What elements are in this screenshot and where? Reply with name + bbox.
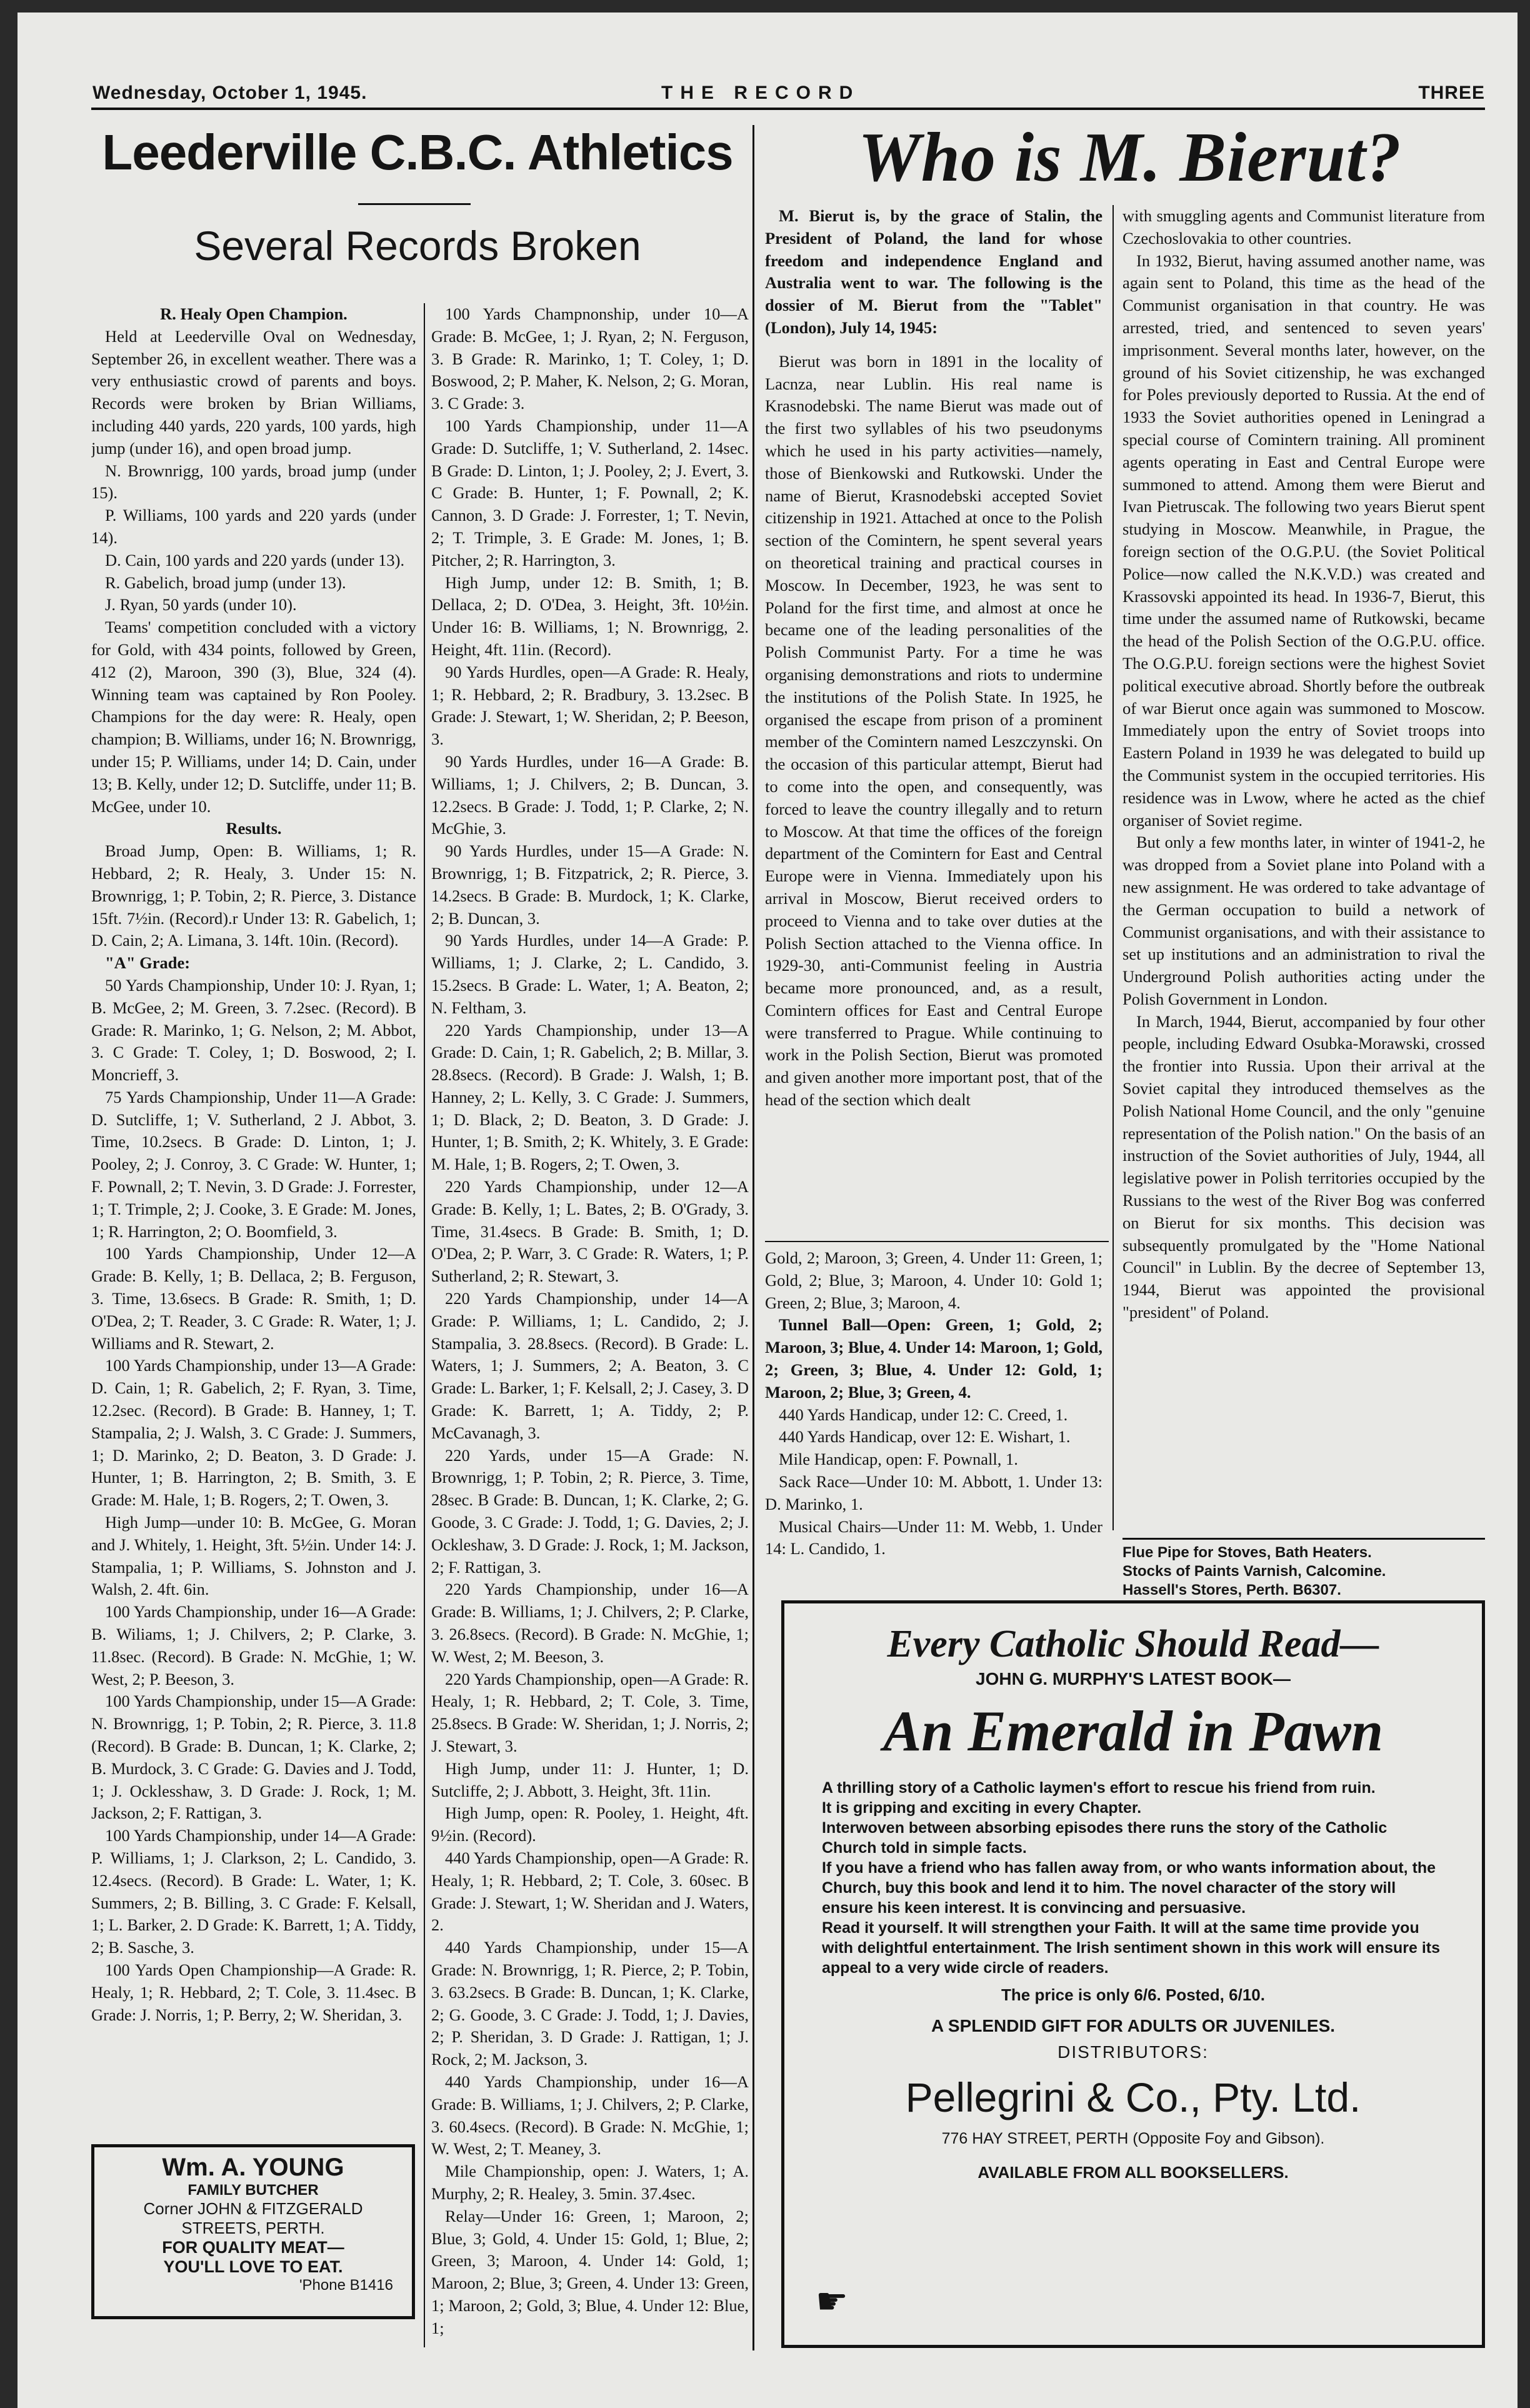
column-divider <box>424 303 425 2347</box>
book-author: JOHN G. MURPHY'S LATEST BOOK— <box>976 1669 1291 1688</box>
athletics-subheadline: Several Records Broken <box>194 223 641 269</box>
result-paragraph: 220 Yards Championship, under 16—A Grade: B. Williams, 1; J. Chilvers, 2; P. Clarke, 3. 26.8secs. (Record). B Grade: N. McGhie, 1; W. West, 2; M. Beeson, 3. <box>431 1580 749 1666</box>
masthead: THE RECORD <box>661 83 861 103</box>
result-paragraph: Tunnel Ball—Open: Green, 1; Gold, 2; Maroon, 3; Blue, 4. Under 14: Maroon, 1; Gold, 2; Green, 3; Blue, 4. Under 12: Gold, 1; Maroon, 2; Blue, 3; Green, 4. <box>765 1315 1102 1402</box>
record-item: N. Brownrigg, 100 yards, broad jump (under 15). <box>91 461 416 503</box>
book-advertisement <box>781 1600 1485 2348</box>
result-paragraph: Gold, 2; Maroon, 3; Green, 4. Under 11: Green, 1; Gold, 2; Blue, 3; Maroon, 4. Under 10: Gold 1; Green, 2; Blue, 3; Maroon, 4. <box>765 1248 1102 1312</box>
result-paragraph: 100 Yards Championship, under 11—A Grade: D. Sutcliffe, 1; V. Sutherland, 2. 14sec. B Grade: D. Linton, 1; J. Pooley, 2; J. Evert, 3. C Grade: B. Hunter, 1; F. Pownall, 2; K. Cannon, 3. D Grade: J. Forrester, 1; T. Nevin, 2; T. Trimple, 3. E Grade: M. Jones, 1; B. Pitcher, 2; R. Harrington, 3. <box>431 416 749 569</box>
result-paragraph: 440 Yards Championship, under 16—A Grade: B. Williams, 1; J. Chilvers, 2; P. Clarke, 3. 60.4secs. (Record). B Grade: N. McGhie, 1; W. West, 2; T. Meaney, 3. <box>431 2072 749 2159</box>
center-divider <box>752 125 754 2350</box>
butcher-advertisement <box>91 2144 415 2319</box>
athletics-column-3 <box>765 1247 1102 1572</box>
book-ad-paragraph: Read it yourself. It will strengthen your Faith. It will at the same time provide you with delightful entertainment. The Irish sentiment shown in this work will ensure its appeal to a very wide circle of readers. <box>822 1919 1441 1977</box>
flue-pipe-advertisement <box>1122 1538 1485 1600</box>
athletics-headline: Leederville C.B.C. Athletics <box>102 124 733 180</box>
book-ad-heading: Every Catholic Should Read— <box>887 1623 1379 1665</box>
butcher-name: Wm. A. YOUNG <box>162 2154 344 2181</box>
availability-line: AVAILABLE FROM ALL BOOKSELLERS. <box>978 2163 1289 2182</box>
bierut-intro: M. Bierut is, by the grace of Stalin, the President of Poland, the land for whose freedom and independence England and Australia went to war. The following is the dossier of M. Bierut from the "Tablet" (London), July 14, 1945: <box>765 206 1102 337</box>
butcher-trade: FAMILY BUTCHER <box>188 2182 319 2199</box>
result-paragraph: High Jump—under 10: B. McGee, G. Moran and J. Whitely, 1. Height, 3ft. 5½in. Under 14: J. Stampalia, 1; P. Williams, S. Johnston and J. Walsh, 2. 4ft. 6in. <box>91 1513 416 1599</box>
result-paragraph: 100 Yards Championship, under 15—A Grade: N. Brownrigg, 1; P. Tobin, 2; R. Pierce, 3. 11.8 (Record). B Grade: B. Duncan, 1; K. Clarke, 2; B. Murdock, 3. C Grade: G. Davies and J. Todd, 1; J. Ocklesshaw, 3. D Grade: J. Rock, 1; M. Jackson, 2; F. Rattigan, 3. <box>91 1692 416 1823</box>
book-title: An Emerald in Pawn <box>882 1699 1384 1763</box>
result-paragraph: 100 Yards Championship, under 16—A Grade: B. Wiliams, 1; J. Chilvers, 2; P. Clarke, 3. 11.8sec. (Record). B Grade: N. McGhie, 1; W. West, 2; P. Beeson, 3. <box>91 1602 416 1688</box>
record-item: R. Gabelich, broad jump (under 13). <box>105 573 346 592</box>
flue-ad-line: Flue Pipe for Stoves, Bath Heaters. <box>1122 1544 1372 1561</box>
article-subhead: R. Healy Open Champion. <box>160 304 348 323</box>
book-ad-paragraph: A thrilling story of a Catholic laymen's effort to rescue his friend from ruin. <box>822 1779 1376 1797</box>
result-paragraph: 100 Yards Championship, under 14—A Grade: P. Williams, 1; J. Clarkson, 2; L. Candido, 3. 12.4secs. (Record). B Grade: L. Water, 1; K. Summers, 2; B. Billing, 3. C Grade: F. Kelsall, 1; L. Barker, 2. D Grade: K. Barrett, 1; A. Tiddy, 2; B. Sasche, 3. <box>91 1826 416 1957</box>
result-paragraph: High Jump, under 11: J. Hunter, 1; D. Sutcliffe, 2; J. Abbott, 3. Height, 3ft. 11in. <box>431 1758 749 1800</box>
bierut-headline: Who is M. Bierut? <box>858 119 1402 196</box>
athletics-column-1 <box>91 303 416 2110</box>
result-paragraph: High Jump, under 12: B. Smith, 1; B. Dellaca, 2; D. O'Dea, 3. Height, 3ft. 10½in. Under 16: B. Williams, 1; N. Brownrigg, 2. Height, 4ft. 11in. (Record). <box>431 573 749 659</box>
issue-date: Wednesday, October 1, 1945. <box>92 83 368 103</box>
book-price: The price is only 6/6. Posted, 6/10. <box>1001 1985 1265 2004</box>
result-paragraph: 220 Yards Championship, under 14—A Grade: P. Williams, 1; L. Candido, 2; J. Stampalia, 3. 28.8secs. (Record). B Grade: L. Waters, 1; J. Summers, 2; A. Beaton, 3. C Grade: L. Barker, 1; F. Kelsall, 2; J. Casey, 3. D Grade: K. Barrett, 1; A. Tiddy, 2; P. McCavanagh, 3. <box>431 1289 749 1442</box>
distributors-label: DISTRIBUTORS: <box>1058 2042 1209 2062</box>
bierut-paragraph: But only a few months later, in winter of 1941-2, he was dropped from a Soviet plane into Poland with a new assignment. He was ordered to take advantage of the German occupation to build a network of Communist organisations, and with their assistance to set up institutions and an administration to rival the Underground Polish authorities acting under the Polish Government in London. <box>1122 833 1485 1008</box>
result-paragraph: 440 Yards Championship, under 15—A Grade: N. Brownrigg, 1; R. Pierce, 2; P. Tobin, 3. 63.2secs. B Grade: B. Duncan, 1; K. Clarke, 2; G. Goode, 3. C Grade: J. Todd, 1; J. Davies, 2; P. Sheridan, 3. D Grade: J. Rattigan, 1; J. Rock, 2; M. Jackson, 3. <box>431 1938 749 2069</box>
result-paragraph: 440 Yards Handicap, under 12: C. Creed, 1. <box>779 1405 1068 1424</box>
result-paragraph: 90 Yards Hurdles, under 14—A Grade: P. Williams, 1; J. Clarke, 2; L. Candido, 3. 15.2secs. B Grade: L. Water, 1; A. Beaton, 2; N. Feltham, 3. <box>431 931 749 1017</box>
record-item: J. Ryan, 50 yards (under 10). <box>105 595 297 615</box>
result-paragraph: Mile Championship, open: J. Waters, 1; A. Murphy, 2; R. Healey, 3. 5min. 37.4sec. <box>431 2162 749 2203</box>
result-paragraph: 75 Yards Championship, Under 11—A Grade: D. Sutcliffe, 1; V. Sutherland, 2 J. Abbot, 3. Time, 10.2secs. B Grade: D. Linton, 1; J. Pooley, 2; J. Conroy, 3. C Grade: W. Hunter, 1; F. Pownall, 2; T. Nevin, 3. D Grade: J. Forrester, 1; T. Trimple, 2; J. Cooke, 3. E Grade: M. Jones, 1; R. Harrington, 2; O. Boomfield, 3. <box>91 1087 416 1241</box>
result-paragraph: High Jump, open: R. Pooley, 1. Height, 4ft. 9½in. (Record). <box>431 1803 749 1845</box>
page-number: THREE <box>1418 83 1485 103</box>
result-paragraph: Musical Chairs—Under 11: M. Webb, 1. Under 14: L. Candido, 1. <box>765 1517 1102 1558</box>
headline-underline <box>358 203 471 205</box>
grade-heading: "A" Grade: <box>105 953 191 973</box>
flue-ad-line: Hassell's Stores, Perth. B6307. <box>1122 1582 1341 1598</box>
pointing-hand-icon: ☛ <box>816 2281 848 2322</box>
article-paragraph: Held at Leederville Oval on Wednesday, September 26, in excellent weather. There was a very enthusiastic crowd of parents and boys. Records were broken by Brian Williams, including 440 yards, 220 yards, 100 yards, high jump (under 16), and open broad jump. <box>91 326 416 458</box>
result-paragraph: 440 Yards Championship, open—A Grade: R. Healy, 1; R. Hebbard, 2; T. Cole, 3. 60sec. B Grade: J. Stewart, 1; W. Sheridan and J. Waters, 2. <box>431 1848 749 1935</box>
butcher-phone: 'Phone B1416 <box>299 2277 393 2294</box>
bierut-paragraph: In 1932, Bierut, having assumed another name, was again sent to Poland, this time as the head of the Communist organisation in that country. He was arrested, tried, and sentenced to seven years' imprisonment. Several months later, however, on the ground of his Soviet citizenship, he was exchanged for Poles previously deported to Russia. At the end of 1933 the Soviet authorities opened in Leningrad a special course of Comintern training. All prominent agents operating in East and Central Europe were summoned to attend. Among them were Bierut and Ivan Pietruscak. The following two years Bierut spent studying in Moscow. Meanwhile, in Prague, the foreign section of the O.G.P.U. (the Soviet Political Police—now called the N.K.V.D.) was created and Krassovski appointed its head. In 1936-7, Bierut, this time under the assumed name of Rutkowski, became the head of the Polish Section of the O.G.P.U. office. The O.G.P.U. foreign sections were the highest Soviet political executive abroad. Shortly before the outbreak of war Bierut once again was summoned to Moscow. Immediately upon the entry of Soviet troops into Eastern Poland in 1939 he was delegated to build up the Communist system in the occupied territories. His residence was in Lwow, where he acted as the chief organiser of Soviet regime. <box>1122 251 1485 830</box>
book-ad-paragraph: It is gripping and exciting in every Chapter. <box>822 1799 1142 1817</box>
record-item: P. Williams, 100 yards and 220 yards (under 14). <box>91 506 416 547</box>
butcher-slogan: YOU'LL LOVE TO EAT. <box>163 2257 343 2276</box>
result-paragraph: 100 Yards Championship, under 13—A Grade: D. Cain, 1; R. Gabelich, 2; F. Ryan, 3. Time, 12.2sec. (Record). B Grade: B. Hanney, 1; T. Stampalia, 2; J. Walsh, 3. C Grade: J. Summers, 1; D. Marinko, 2; D. Beaton, 3. D Grade: J. Hunter, 1; B. Harrington, 2; B. Smith, 3. E Grade: M. Hale, 1; B. Rogers, 2; T. Owen, 3. <box>91 1356 416 1510</box>
distributor-name: Pellegrini & Co., Pty. Ltd. <box>905 2074 1361 2120</box>
result-paragraph: Mile Handicap, open: F. Pownall, 1. <box>779 1450 1018 1469</box>
result-paragraph: 100 Yards Open Championship—A Grade: R. Healy, 1; R. Hebbard, 2; T. Cole, 3. 11.4sec. B Grade: J. Norris, 1; P. Berry, 2; W. Sheridan, 3. <box>91 1960 416 2024</box>
result-paragraph: 220 Yards Championship, open—A Grade: R. Healy, 1; R. Hebbard, 2; T. Cole, 3. Time, 25.8secs. B Grade: W. Sheridan, 1; J. Norris, 2; J. Stewart, 3. <box>431 1669 749 1755</box>
result-paragraph: 220 Yards Championship, under 13—A Grade: D. Cain, 1; R. Gabelich, 2; B. Millar, 3. 28.8secs. (Record). B Grade: J. Walsh, 1; B. Hanney, 2; L. Kelly, 3. C Grade: J. Summers, 1; D. Black, 2; D. Beaton, 3. D Grade: J. Hunter, 1; B. Smith, 2; K. Whitely, 3. E Grade: M. Hale, 1; B. Rogers, 2; T. Owen, 3. <box>431 1020 749 1174</box>
flue-ad-line: Stocks of Paints Varnish, Calcomine. <box>1122 1563 1386 1580</box>
bierut-paragraph: In March, 1944, Bierut, accompanied by four other people, including Edward Osubka-Morawski, crossed the frontier into Russia. Upon their arrival at the Soviet capital they introduced themselves as the Polish National Home Council, and the only "genuine representation of the Polish nation." On the basis of an instruction of the Soviet authorities of July, 1944, all legislative power in Polish territories occupied by the Russians to the west of the River Bog was conferred on Bierut for six months. This decision was subsequently promulgated by the "Home National Council" in Lublin. By the decree of September 13, 1944, Bierut was appointed the provisional "president" of Poland. <box>1122 1011 1485 1322</box>
result-paragraph: Sack Race—Under 10: M. Abbott, 1. Under 13: D. Marinko, 1. <box>765 1472 1102 1513</box>
result-paragraph: 220 Yards, under 15—A Grade: N. Brownrigg, 1; P. Tobin, 2; R. Pierce, 3. Time, 28sec. B Grade: B. Duncan, 1; K. Clarke, 2; G. Goode, 3. C Grade: J. Todd, 1; G. Davies, 2; J. Ockleshaw, 3. D Grade: J. Rock, 1; M. Jackson, 2; F. Rattigan, 3. <box>431 1445 749 1577</box>
athletics-column-2 <box>431 303 749 2350</box>
result-paragraph: 100 Yards Champnonship, under 10—A Grade: B. McGee, 1; J. Ryan, 2; N. Ferguson, 3. B Grade: R. Marinko, 1; T. Coley, 1; D. Boswood, 2; P. Maher, K. Nelson, 2; G. Moran, 3. C Grade: 3. <box>431 304 749 413</box>
result-paragraph: 100 Yards Championship, Under 12—A Grade: B. Kelly, 1; B. Dellaca, 2; B. Ferguson, 3. Time, 13.6secs. B Grade: R. Smith, 1; D. O'Dea, 2; T. Reader, 3. C Grade: R. Water, 1; J. Williams and R. Stewart, 2. <box>91 1244 416 1353</box>
butcher-address: Corner JOHN & FITZGERALD <box>143 2199 363 2218</box>
result-paragraph: 90 Yards Hurdles, under 15—A Grade: N. Brownrigg, 1; B. Fitzpatrick, 2; R. Pierce, 3. 14.2secs. B Grade: B. Murdock, 1; K. Clarke, 2; B. Duncan, 3. <box>431 841 749 928</box>
result-paragraph: 220 Yards Championship, under 12—A Grade: B. Kelly, 1; L. Bates, 2; B. O'Grady, 3. Time, 31.4secs. B Grade: B. Smith, 1; D. O'Dea, 2; P. Warr, 3. C Grade: R. Waters, 1; P. Sutherland, 2; R. Stewart, 3. <box>431 1177 749 1286</box>
bierut-column-1 <box>765 205 1102 1237</box>
newspaper-page <box>18 13 1518 2408</box>
book-gift-line: A SPLENDID GIFT FOR ADULTS OR JUVENILES. <box>931 2016 1336 2035</box>
result-paragraph: 90 Yards Hurdles, under 16—A Grade: B. Williams, 1; J. Chilvers, 2; B. Duncan, 3. 12.2secs. B Grade: J. Todd, 1; P. Clarke, 2; N. McGhie, 3. <box>431 751 749 838</box>
result-paragraph: 50 Yards Championship, Under 10: J. Ryan, 1; B. McGee, 2; M. Green, 3. 7.2sec. (Record). B Grade: R. Marinko, 1; G. Nelson, 2; M. Abbot, 3. C Grade: T. Coley, 1; D. Boswood, 2; I. Moncrieff, 3. <box>91 975 416 1085</box>
header-rule <box>91 108 1485 110</box>
record-item: D. Cain, 100 yards and 220 yards (under 13). <box>105 550 405 569</box>
result-paragraph: Broad Jump, Open: B. Williams, 1; R. Hebbard, 2; R. Healy, 3. Under 15: N. Brownrigg, 1; P. Tobin, 2; R. Pierce, 3. Distance 15ft. 7½in. (Record).r Under 13: R. Gabelich, 1; D. Cain, 2; A. Limana, 3. 14ft. 10in. (Record). <box>91 841 416 950</box>
result-paragraph: 440 Yards Handicap, over 12: E. Wishart, 1. <box>779 1427 1071 1447</box>
article-paragraph: Teams' competition concluded with a victory for Gold, with 434 points, followed by Green, 412 (2), Maroon, 390 (3), Blue, 324 (4). Winning team was captained by Ron Pooley. Champions for the day were: R. Healy, open champion; B. Williams, under 16; N. Brownrigg, under 15; P. Williams, under 14; D. Cain, under 13; B. Kelly, under 12; D. Sutcliffe, under 11; B. McGee, under 10. <box>91 618 416 816</box>
book-ad-paragraph: Interwoven between absorbing episodes there runs the story of the Catholic Church told in simple facts. <box>822 1819 1388 1857</box>
bierut-paragraph: Bierut was born in 1891 in the locality of Lacnza, near Lublin. His real name is Krasnodebski. The name Bierut was made out of the first two syllables of his two pseudonyms which he used in his party activities—namely, those of Bienkowski and Rutkowski. Under the name of Bierut, Krasnodebski accepted Soviet citizenship in 1921. Attached at once to the Polish section of the Comintern, he spent several years on theoretical training and practical courses in Moscow. In December, 1923, he was sent to Poland for the first time, and almost at once he became one of the leading personalities of the Polish Communist Party. For a time he was organising demonstrations and riots to undermine the institutions of the Polish State. In 1925, he organised the escape from prison of a prominent member of the Comintern named Leszczynski. On the occasion of this particular attempt, Bierut had to come into the open, and consequently, was forced to leave the country illegally and to return to Moscow. At that time the offices of the foreign department of the Comintern for East and Central Europe were in Vienna. Immediately upon his arrival in Moscow, Bierut received orders to proceed to Vienna and to take over duties at the Polish Section attached to the Vienna office. In 1929-30, anti-Communist feeling in Austria became more pronounced, and, as a result, Comintern offices for East and Central Europe were transferred to Prague. While continuing to work in the Polish Section, Bierut was promoted and given another more important post, that of the head of the section which dealt <box>765 351 1102 1110</box>
bierut-paragraph: with smuggling agents and Communist literature from Czechoslovakia to other countries. <box>1122 206 1485 248</box>
butcher-address: STREETS, PERTH. <box>181 2219 325 2237</box>
section-rule <box>765 1241 1109 1242</box>
book-ad-paragraph: If you have a friend who has fallen away from, or who wants information about, the Church, buy this book and lend it to him. The novel character of the story will ensure his keen interest. It is convincing and persuasive. <box>822 1859 1436 1917</box>
results-heading: Results. <box>226 819 282 838</box>
result-paragraph: 90 Yards Hurdles, open—A Grade: R. Healy, 1; R. Hebbard, 2; R. Bradbury, 3. 13.2sec. B Grade: J. Stewart, 1; W. Sheridan, 2; P. Beeson, 3. <box>431 662 749 749</box>
bierut-column-2 <box>1122 205 1485 1530</box>
distributor-address: 776 HAY STREET, PERTH (Opposite Foy and Gibson). <box>941 2130 1325 2147</box>
column-divider <box>1112 205 1114 1530</box>
result-paragraph: Relay—Under 16: Green, 1; Maroon, 2; Blue, 3; Gold, 4. Under 15: Gold, 1; Blue, 2; Green, 3; Maroon, 4. Under 14: Gold, 1; Maroon, 2; Blue, 3; Green, 4. Under 13: Green, 1; Maroon, 2; Gold, 3; Blue, 4. Under 12: Blue, 1; <box>431 2206 749 2337</box>
butcher-slogan: FOR QUALITY MEAT— <box>162 2238 344 2257</box>
